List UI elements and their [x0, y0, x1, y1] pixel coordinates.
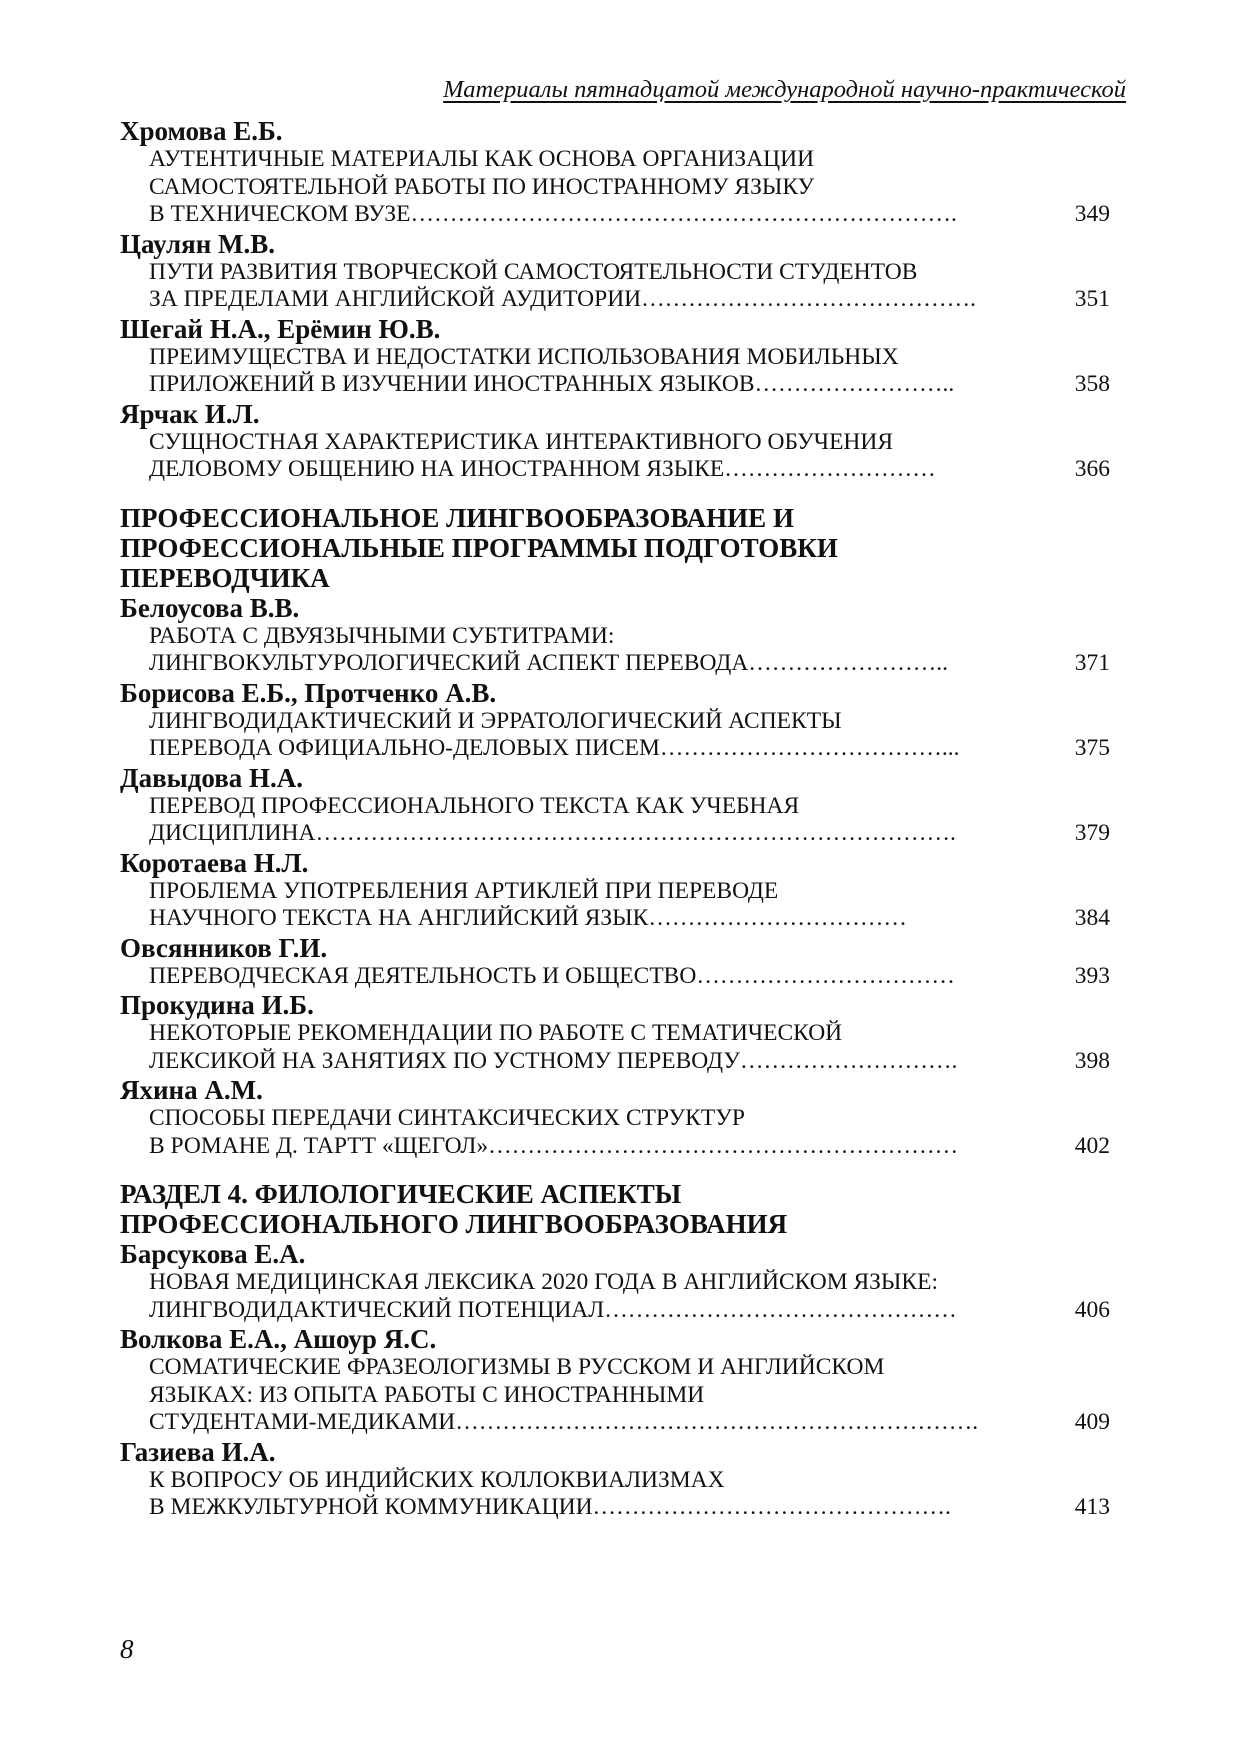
- entry-author: Газиева И.А.: [120, 1436, 276, 1467]
- entry-author: Давыдова Н.А.: [120, 762, 304, 793]
- entry-title-line: [120, 1105, 1126, 1133]
- entry-page-number: 413: [1074, 1494, 1110, 1520]
- entry-title-text: ЯЗЫКАХ: ИЗ ОПЫТА РАБОТЫ С ИНОСТРАННЫМИ: [149, 1381, 705, 1408]
- entry-author: Прокудина И.Б.: [120, 990, 314, 1020]
- entry-page-number: 371: [1074, 650, 1110, 676]
- entry-title-line: [120, 963, 1126, 991]
- entry-author: Коротаева Н.Л.: [120, 847, 309, 878]
- entry-title-line: [120, 201, 1126, 229]
- entry-author: Белоусова В.В.: [120, 592, 300, 623]
- entry-title-text: ПЕРЕВОД ПРОФЕССИОНАЛЬНОГО ТЕКСТА КАК УЧЕБНАЯ: [149, 792, 800, 819]
- entry-title-line: [120, 174, 1126, 202]
- toc-entry: [120, 1075, 1126, 1160]
- entry-title-line: [120, 1048, 1126, 1076]
- section-heading-line: ПРОФЕССИОНАЛЬНОГО ЛИНГВООБРАЗОВАНИЯ: [120, 1209, 788, 1239]
- toc-entry: [120, 399, 1126, 484]
- entry-title-line: [120, 1133, 1126, 1161]
- entry-author: Барсукова Е.А.: [120, 1239, 306, 1269]
- section-heading-line: ПЕРЕВОДЧИКА: [120, 562, 330, 593]
- toc-entry: [120, 1324, 1126, 1437]
- entry-title-line: [120, 146, 1126, 174]
- section-spacer: [120, 484, 1126, 503]
- entry-author: Шегай Н.А., Ерёмин Ю.В.: [120, 313, 441, 344]
- entry-title-line: [120, 1269, 1126, 1297]
- toc-entry: [120, 990, 1126, 1075]
- page-number: 8: [120, 1634, 134, 1664]
- entry-title-line: [120, 650, 1126, 678]
- entry-title-text: СПОСОБЫ ПЕРЕДАЧИ СИНТАКСИЧЕСКИХ СТРУКТУР: [149, 1105, 745, 1131]
- entry-title-line: [120, 344, 1126, 372]
- entry-title-text: САМОСТОЯТЕЛЬНОЙ РАБОТЫ ПО ИНОСТРАННОМУ ЯЗЫКУ: [149, 173, 815, 200]
- entry-page-number: 398: [1074, 1047, 1110, 1074]
- section-heading-line: ПРОФЕССИОНАЛЬНЫЕ ПРОГРАММЫ ПОДГОТОВКИ: [120, 532, 838, 563]
- entry-title-text: ЛИНГВОДИДАКТИЧЕСКИЙ ПОТЕНЦИАЛ………………………………………: [149, 1296, 957, 1323]
- entry-page-number: 375: [1074, 735, 1110, 761]
- entry-title-line: [120, 708, 1126, 736]
- entry-author: Хромова Е.Б.: [120, 116, 283, 146]
- toc-entry: [120, 933, 1126, 991]
- entry-title-line: [120, 1020, 1126, 1048]
- toc-entry: [120, 678, 1126, 763]
- entry-page-number: 358: [1074, 371, 1110, 397]
- entry-page-number: 366: [1074, 456, 1110, 482]
- entry-author: Волкова Е.А., Ашоур Я.С.: [120, 1324, 437, 1354]
- entry-title-text: ПУТИ РАЗВИТИЯ ТВОРЧЕСКОЙ САМОСТОЯТЕЛЬНОСТИ СТУДЕНТОВ: [149, 258, 918, 285]
- entry-title-text: К ВОПРОСУ ОБ ИНДИЙСКИХ КОЛЛОКВИАЛИЗМАХ: [149, 1466, 725, 1493]
- entry-title-line: [120, 820, 1126, 848]
- entry-title-line: [120, 1354, 1126, 1382]
- toc-entry: [120, 763, 1126, 848]
- entry-author: Борисова Е.Б., Протченко А.В.: [120, 677, 497, 708]
- entry-title-text: ПРИЛОЖЕНИЙ В ИЗУЧЕНИИ ИНОСТРАННЫХ ЯЗЫКОВ……………………..: [149, 371, 955, 397]
- toc-entry: [120, 116, 1126, 229]
- section-heading-line: ПРОФЕССИОНАЛЬНОЕ ЛИНГВООБРАЗОВАНИЕ И: [120, 502, 794, 533]
- entry-page-number: 349: [1074, 201, 1110, 227]
- entry-title-line: [120, 1409, 1126, 1437]
- section-heading-line: РАЗДЕЛ 4. ФИЛОЛОГИЧЕСКИЕ АСПЕКТЫ: [120, 1179, 682, 1209]
- entry-title-line: [120, 878, 1126, 906]
- entry-title-text: ДИСЦИПЛИНА……………………………………………………………………….: [149, 820, 956, 846]
- entry-title-text: ПЕРЕВОДЧЕСКАЯ ДЕЯТЕЛЬНОСТЬ И ОБЩЕСТВО……………………………: [149, 962, 955, 989]
- entry-title-line: [120, 905, 1126, 933]
- entry-page-number: 379: [1074, 820, 1110, 846]
- entry-title-text: ЛИНГВОДИДАКТИЧЕСКИЙ И ЭРРАТОЛОГИЧЕСКИЙ АСПЕКТЫ: [149, 707, 842, 734]
- entry-author: Яхина А.М.: [120, 1075, 263, 1105]
- entry-page-number: 384: [1074, 905, 1110, 931]
- entry-title-text: НОВАЯ МЕДИЦИНСКАЯ ЛЕКСИКА 2020 ГОДА В АНГЛИЙСКОМ ЯЗЫКЕ:: [149, 1269, 938, 1295]
- toc-entry: [120, 229, 1126, 314]
- entry-title-line: [120, 735, 1126, 763]
- entry-title-text: РАБОТА С ДВУЯЗЫЧНЫМИ СУБТИТРАМИ:: [149, 622, 615, 649]
- entry-page-number: 406: [1074, 1296, 1110, 1323]
- entry-title-text: В МЕЖКУЛЬТУРНОЙ КОММУНИКАЦИИ……………………………………….: [149, 1494, 951, 1520]
- toc-entry: [120, 593, 1126, 678]
- entry-title-text: СОМАТИЧЕСКИЕ ФРАЗЕОЛОГИЗМЫ В РУССКОМ И АНГЛИЙСКОМ: [149, 1354, 885, 1380]
- entry-title-text: НЕКОТОРЫЕ РЕКОМЕНДАЦИИ ПО РАБОТЕ С ТЕМАТИЧЕСКОЙ: [149, 1020, 843, 1046]
- entry-title-line: [120, 429, 1126, 457]
- entry-title-text: ПРОБЛЕМА УПОТРЕБЛЕНИЯ АРТИКЛЕЙ ПРИ ПЕРЕВОДЕ: [149, 877, 779, 904]
- entry-page-number: 393: [1074, 962, 1110, 989]
- toc-entry: [120, 314, 1126, 399]
- entry-title-line: [120, 1467, 1126, 1495]
- entry-title-line: [120, 259, 1126, 287]
- entry-title-text: СТУДЕНТАМИ-МЕДИКАМИ………………………………………………………….: [149, 1409, 979, 1435]
- entry-author: Ярчак И.Л.: [120, 398, 260, 429]
- toc-entry: [120, 848, 1126, 933]
- entry-title-text: АУТЕНТИЧНЫЕ МАТЕРИАЛЫ КАК ОСНОВА ОРГАНИЗАЦИИ: [149, 146, 815, 172]
- entry-title-text: ЛИНГВОКУЛЬТУРОЛОГИЧЕСКИЙ АСПЕКТ ПЕРЕВОДА……………………..: [149, 650, 949, 676]
- entry-title-text: ЛЕКСИКОЙ НА ЗАНЯТИЯХ ПО УСТНОМУ ПЕРЕВОДУ……………………….: [149, 1047, 958, 1074]
- entry-title-text: ЗА ПРЕДЕЛАМИ АНГЛИЙСКОЙ АУДИТОРИИ…………………………………….: [149, 286, 977, 312]
- running-header: Материалы пятнадцатой международной научно-практической: [443, 76, 1126, 103]
- entry-page-number: 402: [1074, 1132, 1110, 1159]
- entry-title-text: ПЕРЕВОДА ОФИЦИАЛЬНО-ДЕЛОВЫХ ПИСЕМ………………………………...: [149, 735, 960, 761]
- table-of-contents: [120, 116, 1126, 1522]
- entry-title-line: [120, 286, 1126, 314]
- entry-author: Цаулян М.В.: [120, 228, 276, 259]
- entry-title-text: В ТЕХНИЧЕСКОМ ВУЗЕ…………………………………………………………….: [149, 201, 957, 227]
- entry-title-line: [120, 1382, 1126, 1410]
- entry-page-number: 409: [1074, 1409, 1110, 1435]
- entry-title-line: [120, 456, 1126, 484]
- entry-author: Овсянников Г.И.: [120, 932, 328, 963]
- entry-title-text: НАУЧНОГО ТЕКСТА НА АНГЛИЙСКИЙ ЯЗЫК……………………………: [149, 905, 907, 931]
- entry-title-text: В РОМАНЕ Д. ТАРТТ «ЩЕГОЛ»……………………………………………………: [149, 1132, 959, 1159]
- entry-title-line: [120, 1494, 1126, 1522]
- entry-title-text: СУЩНОСТНАЯ ХАРАКТЕРИСТИКА ИНТЕРАКТИВНОГО ОБУЧЕНИЯ: [149, 428, 894, 455]
- entry-page-number: 351: [1074, 286, 1110, 312]
- section-spacer: [120, 1160, 1126, 1179]
- entry-title-text: ПРЕИМУЩЕСТВА И НЕДОСТАТКИ ИСПОЛЬЗОВАНИЯ МОБИЛЬНЫХ: [149, 343, 899, 370]
- entry-title-line: [120, 623, 1126, 651]
- entry-title-text: ДЕЛОВОМУ ОБЩЕНИЮ НА ИНОСТРАННОМ ЯЗЫКЕ………………………: [149, 456, 936, 482]
- entry-title-line: [120, 371, 1126, 399]
- entry-title-line: [120, 1297, 1126, 1325]
- toc-entry: [120, 1437, 1126, 1522]
- toc-entry: [120, 1239, 1126, 1324]
- entry-title-line: [120, 793, 1126, 821]
